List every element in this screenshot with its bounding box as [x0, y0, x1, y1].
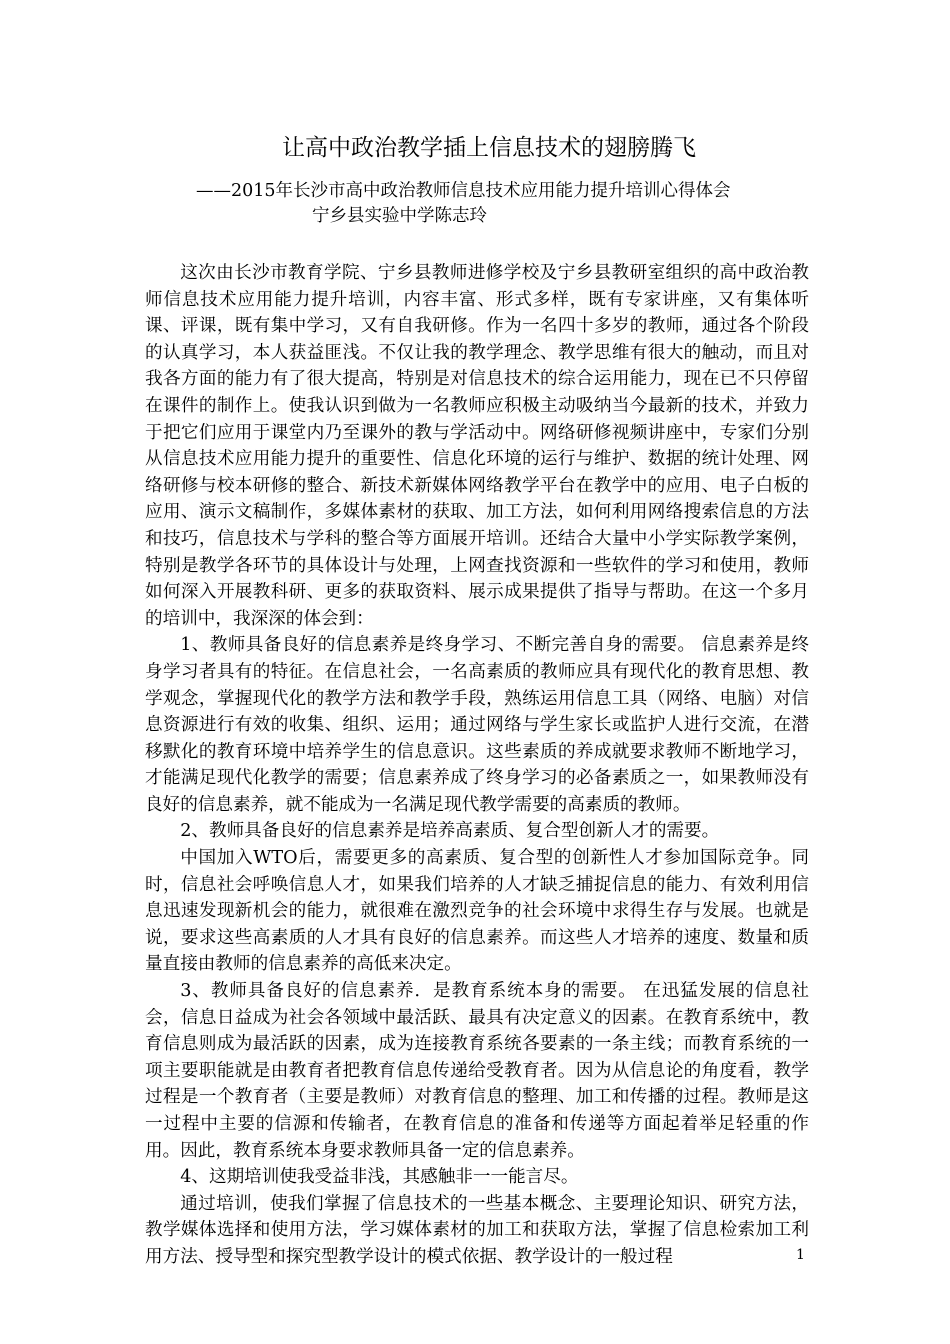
document-title: 让高中政治教学插上信息技术的翅膀腾飞	[282, 135, 696, 161]
page-number: 1	[796, 1247, 805, 1263]
document-author: 宁乡县实验中学陈志玲	[312, 206, 487, 226]
body-paragraph-point-1: 1、教师具备良好的信息素养是终身学习、不断完善自身的需要。 信息素养是终身学习者具有的特征。在信息社会，一名高素质的教师应具有现代化的教育思想、教学观念，掌握现代化的教学方法和教学手段，熟练运用信息工具（网络、电脑）对信息资源进行有效的收集、组织、运用；通过网络与学生家长或监护人进行交流，在潜移默化的教育环境中培养学生的信息意识。这些素质的养成就要求教师不断地学习，才能满足现代化教学的需要；信息素养成了终身学习的必备素质之一，如果教师没有良好的信息素养，就不能成为一名满足现代教学需要的高素质的教师。	[145, 635, 809, 815]
body-paragraph-point-2-detail: 中国加入WTO后，需要更多的高素质、复合型的创新性人才参加国际竞争。同时，信息社会呼唤信息人才，如果我们培养的人才缺乏捕捉信息的能力、有效利用信息迅速发现新机会的能力，就很难在激烈竞争的社会环境中求得生存与发展。也就是说，要求这些高素质的人才具有良好的信息素养。而这些人才培养的速度、数量和质量直接由教师的信息素养的高低来决定。	[145, 848, 809, 975]
document-body	[145, 260, 809, 1271]
body-paragraph-point-2: 2、教师具备良好的信息素养是培养高素质、复合型创新人才的需要。	[180, 821, 720, 842]
body-paragraph-point-3: 3、教师具备良好的信息素养．是教育系统本身的需要。 在迅猛发展的信息社会，信息日益成为社会各领域中最活跃、最具有决定意义的因素。在教育系统中，教育信息则成为最活跃的因素，成为连接教育系统各要素的一条主线；而教育系统的一项主要职能就是由教育者把教育信息传递给受教育者。因为从信息论的角度看，教学过程是一个教育者（主要是教师）对教育信息的整理、加工和传播的过程。教师是这一过程中主要的信源和传输者，在教育信息的准备和传递等方面起着举足轻重的作用。因此，教育系统本身要求教师具备一定的信息素养。	[145, 981, 809, 1161]
body-paragraph-point-4: 4、这期培训使我受益非浅，其感触非一一能言尽。	[180, 1167, 579, 1188]
document-subtitle: ——2015年长沙市高中政治教师信息技术应用能力提升培训心得体会	[196, 181, 731, 201]
body-paragraph-intro: 这次由长沙市教育学院、宁乡县教师进修学校及宁乡县教研室组织的高中政治教师信息技术应用能力提升培训，内容丰富、形式多样，既有专家讲座，又有集体听课、评课，既有集中学习，又有自我研修。作为一名四十多岁的教师，通过各个阶段的认真学习，本人获益匪浅。不仅让我的教学理念、教学思维有很大的触动，而且对我各方面的能力有了很大提高，特别是对信息技术的综合运用能力，现在已不只停留在课件的制作上。使我认识到做为一名教师应积极主动吸纳当今最新的技术，并致力于把它们应用于课堂内乃至课外的教与学活动中。网络研修视频讲座中，专家们分别从信息技术应用能力提升的重要性、信息化环境的运行与维护、数据的统计处理、网络研修与校本研修的整合、新技术新媒体网络教学平台在教学中的应用、电子白板的应用、演示文稿制作，多媒体素材的获取、加工方法，如何利用网络搜索信息的方法和技巧，信息技术与学科的整合等方面展开培训。还结合大量中小学实际教学案例，特别是教学各环节的具体设计与处理，上网查找资源和一些软件的学习和使用，教师如何深入开展教科研、更多的获取资料、展示成果提供了指导与帮助。在这一个多月的培训中，我深深的体会到：	[145, 263, 809, 629]
body-paragraph-training-summary: 通过培训，使我们掌握了信息技术的一些基本概念、主要理论知识、研究方法，教学媒体选择和使用方法，学习媒体素材的加工和获取方法，掌握了信息检索加工利用方法、授导型和探究型教学设计的模式依据、教学设计的一般过程	[145, 1193, 809, 1267]
